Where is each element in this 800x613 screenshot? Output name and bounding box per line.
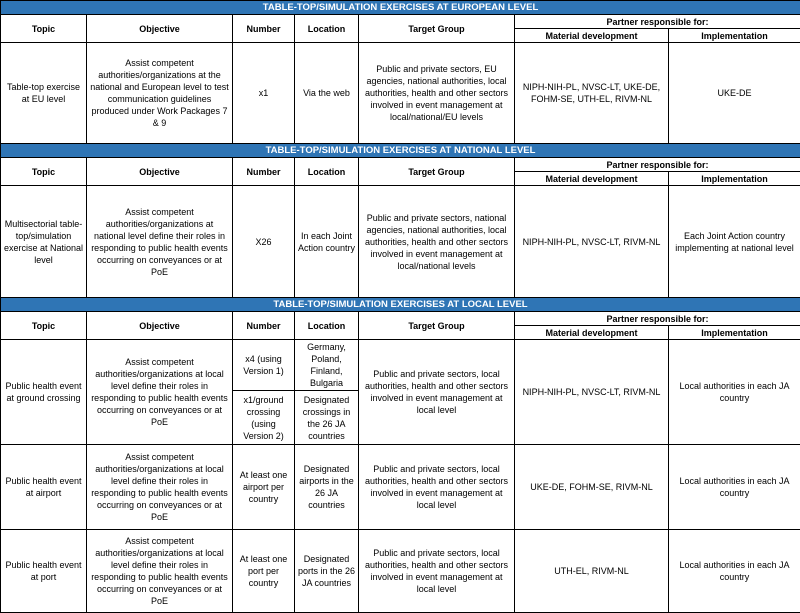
cell-topic: Multisectorial table-top/simulation exercise at National level — [1, 186, 87, 298]
column-header-implementation: Implementation — [669, 29, 800, 43]
cell-implementation: Local authorities in each JA country — [669, 340, 800, 445]
cell-number: x1/ground crossing (using Version 2) — [233, 391, 295, 445]
cell-objective: Assist competent authorities/organizations at local level define their roles in responding to public health events occurring on conveyances or at PoE — [87, 530, 233, 613]
column-header-objective: Objective — [87, 158, 233, 186]
column-header-location: Location — [295, 312, 359, 340]
cell-number: x1 — [233, 43, 295, 144]
cell-number: x4 (using Version 1) — [233, 340, 295, 391]
column-header-number: Number — [233, 158, 295, 186]
cell-objective: Assist competent authorities/organizations at local level define their roles in responding to public health events occurring on conveyances or at PoE — [87, 445, 233, 530]
column-header-topic: Topic — [1, 158, 87, 186]
cell-target-group: Public and private sectors, EU agencies, national authorities, local authorities, health and other sectors involved in event management at local/national/EU levels — [359, 43, 515, 144]
column-header-target-group: Target Group — [359, 15, 515, 43]
cell-material-development: UKE-DE, FOHM-SE, RIVM-NL — [515, 445, 669, 530]
column-header-partner-responsible: Partner responsible for: — [515, 312, 800, 326]
cell-number: X26 — [233, 186, 295, 298]
cell-implementation: Local authorities in each JA country — [669, 445, 800, 530]
column-header-location: Location — [295, 15, 359, 43]
section-title: TABLE-TOP/SIMULATION EXERCISES AT EUROPEAN LEVEL — [1, 1, 800, 15]
column-header-topic: Topic — [1, 312, 87, 340]
column-header-topic: Topic — [1, 15, 87, 43]
cell-topic: Public health event at ground crossing — [1, 340, 87, 445]
table-row — [1, 43, 800, 144]
column-header-material-development: Material development — [515, 326, 669, 340]
cell-material-development: NIPH-NIH-PL, NVSC-LT, RIVM-NL — [515, 186, 669, 298]
column-header-target-group: Target Group — [359, 312, 515, 340]
column-header-location: Location — [295, 158, 359, 186]
table-row — [1, 445, 800, 530]
section-title: TABLE-TOP/SIMULATION EXERCISES AT LOCAL LEVEL — [1, 298, 800, 312]
cell-number: At least one port per country — [233, 530, 295, 613]
cell-topic: Public health event at port — [1, 530, 87, 613]
cell-topic: Table-top exercise at EU level — [1, 43, 87, 144]
column-header-implementation: Implementation — [669, 172, 800, 186]
cell-location: In each Joint Action country — [295, 186, 359, 298]
cell-material-development: NIPH-NIH-PL, NVSC-LT, RIVM-NL — [515, 340, 669, 445]
cell-objective: Assist competent authorities/organizations at the national and European level to test communication guidelines produced under Work Packages 7 & 9 — [87, 43, 233, 144]
cell-objective: Assist competent authorities/organizations at national level define their roles in responding to public health events occurring on conveyances or at PoE — [87, 186, 233, 298]
cell-location: Designated airports in the 26 JA countries — [295, 445, 359, 530]
column-header-number: Number — [233, 15, 295, 43]
table-row — [1, 186, 800, 298]
column-header-objective: Objective — [87, 15, 233, 43]
table-row — [1, 340, 800, 391]
cell-target-group: Public and private sectors, local authorities, health and other sectors involved in event management at local level — [359, 530, 515, 613]
cell-implementation: Each Joint Action country implementing at national level — [669, 186, 800, 298]
column-header-partner-responsible: Partner responsible for: — [515, 15, 800, 29]
cell-implementation: Local authorities in each JA country — [669, 530, 800, 613]
cell-implementation: UKE-DE — [669, 43, 800, 144]
cell-objective: Assist competent authorities/organizations at local level define their roles in responding to public health events occurring on conveyances or at PoE — [87, 340, 233, 445]
table-row — [1, 530, 800, 613]
cell-material-development: NIPH-NIH-PL, NVSC-LT, UKE-DE, FOHM-SE, UTH-EL, RIVM-NL — [515, 43, 669, 144]
cell-location: Designated ports in the 26 JA countries — [295, 530, 359, 613]
cell-target-group: Public and private sectors, local authorities, health and other sectors involved in event management at local level — [359, 340, 515, 445]
column-header-material-development: Material development — [515, 29, 669, 43]
column-header-number: Number — [233, 312, 295, 340]
cell-location: Via the web — [295, 43, 359, 144]
section-title: TABLE-TOP/SIMULATION EXERCISES AT NATIONAL LEVEL — [1, 144, 800, 158]
cell-location: Germany, Poland, Finland, Bulgaria — [295, 340, 359, 391]
column-header-partner-responsible: Partner responsible for: — [515, 158, 800, 172]
column-header-material-development: Material development — [515, 172, 669, 186]
column-header-objective: Objective — [87, 312, 233, 340]
cell-number: At least one airport per country — [233, 445, 295, 530]
cell-topic: Public health event at airport — [1, 445, 87, 530]
cell-location: Designated crossings in the 26 JA countries — [295, 391, 359, 445]
column-header-target-group: Target Group — [359, 158, 515, 186]
cell-target-group: Public and private sectors, local authorities, health and other sectors involved in event management at local level — [359, 445, 515, 530]
cell-target-group: Public and private sectors, national agencies, national authorities, local authorities, health and other sectors involved in event management at local/national levels — [359, 186, 515, 298]
cell-material-development: UTH-EL, RIVM-NL — [515, 530, 669, 613]
column-header-implementation: Implementation — [669, 326, 800, 340]
